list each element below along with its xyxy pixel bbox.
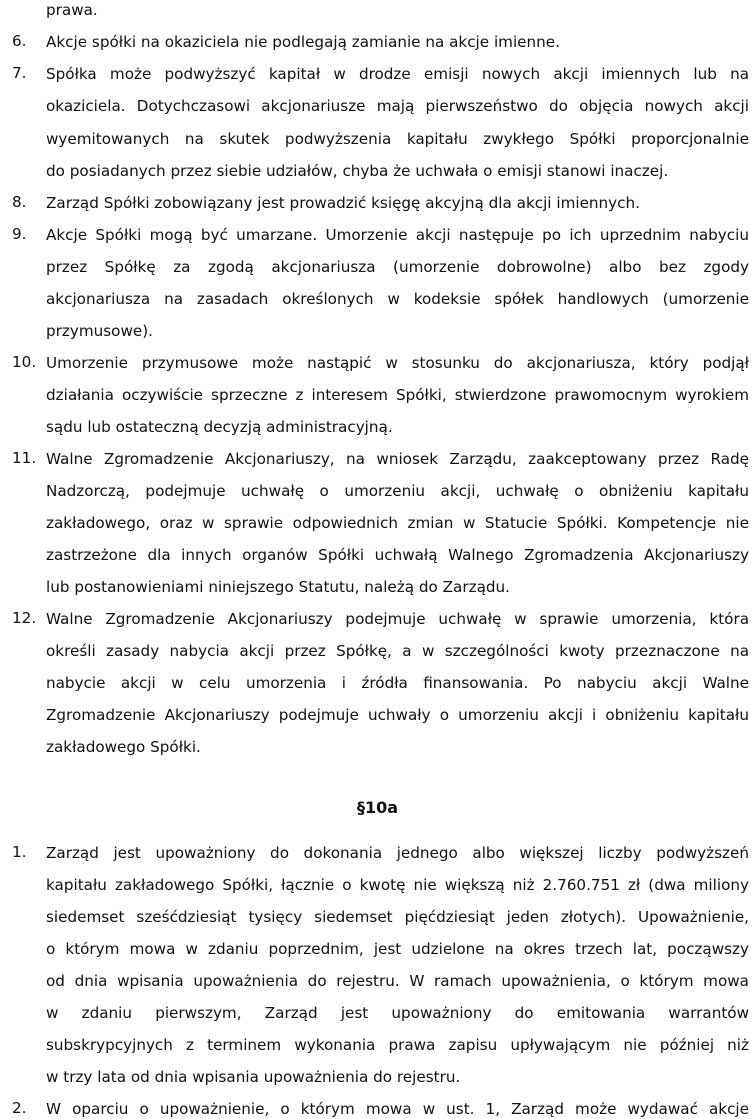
list-item-line: kapitału zakładowego Spółki, łącznie o kwotę nie większą niż 2.760.751 zł (dwa miliony — [46, 876, 749, 894]
list-item-line: zastrzeżone dla innych organów Spółki uchwałą Walnego Zgromadzenia Akcjonariuszy — [46, 546, 749, 564]
list-item-line: o którym mowa w zdaniu poprzednim, jest udzielone na okres trzech lat, począwszy — [46, 940, 749, 958]
list-item-line: zakładowego, oraz w sprawie odpowiednich zmian w Statucie Spółki. Kompetencje nie — [46, 514, 749, 532]
list-item-line: określi zasady nabycia akcji przez Spółkę, a w szczególności kwoty przeznaczone na — [46, 642, 749, 660]
list-item-line: sądu lub ostateczną decyzją administracyjną. — [46, 418, 393, 436]
list-item-line: lub postanowieniami niniejszego Statutu, należą do Zarządu. — [46, 578, 510, 596]
list-item-line: zakładowego Spółki. — [46, 738, 201, 756]
list-item-line: Akcje spółki na okaziciela nie podlegają zamianie na akcje imienne. — [46, 33, 560, 51]
list-item-line: akcjonariusza na zasadach określonych w kodeksie spółek handlowych (umorzenie — [46, 290, 749, 308]
list-item-number: 7. — [12, 64, 27, 82]
list-item-line: Nadzorczą, podejmuje uchwałę o umorzeniu akcji, uchwałę o obniżeniu kapitału — [46, 482, 749, 500]
list-item-number: 2. — [12, 1099, 27, 1117]
list-item-number: 10. — [12, 353, 37, 371]
list-item-number: 11. — [12, 449, 37, 467]
list-item-line: Zarząd Spółki zobowiązany jest prowadzić księgę akcyjną dla akcji imiennych. — [46, 194, 640, 212]
list-item-line: siedemset sześćdziesiąt tysięcy siedemset pięćdziesiąt jeden złotych). Upoważnienie, — [46, 908, 749, 926]
list-item-number: 1. — [12, 843, 27, 861]
list-item-line: subskrypcyjnych z terminem wykonania prawa zapisu upływającym nie później niż — [46, 1036, 749, 1054]
section-heading: §10a — [356, 798, 399, 817]
list-item-line: od dnia wpisania upoważnienia do rejestru. W ramach upoważnienia, o którym mowa — [46, 972, 749, 990]
list-item-number: 12. — [12, 609, 37, 627]
list-item-line: Umorzenie przymusowe może nastąpić w stosunku do akcjonariusza, który podjął — [46, 354, 749, 372]
list-item-line: Zarząd jest upoważniony do dokonania jednego albo większej liczby podwyższeń — [46, 844, 749, 862]
list-item-line: wyemitowanych na skutek podwyższenia kapitału zwykłego Spółki proporcjonalnie — [46, 130, 749, 148]
list-item-line: przez Spółkę za zgodą akcjonariusza (umorzenie dobrowolne) albo bez zgody — [46, 258, 749, 276]
list-item-line: do posiadanych przez siebie udziałów, chyba że uchwała o emisji stanowi inaczej. — [46, 162, 669, 180]
list-item-line: Zgromadzenie Akcjonariuszy podejmuje uchwały o umorzeniu akcji i obniżeniu kapitału — [46, 706, 749, 724]
paragraph-continuation: prawa. — [46, 1, 98, 19]
list-item-line: przymusowe). — [46, 322, 153, 340]
list-item-number: 8. — [12, 193, 27, 211]
list-item-line: działania oczywiście sprzeczne z interesem Spółki, stwierdzone prawomocnym wyrokiem — [46, 386, 749, 404]
list-item-number: 6. — [12, 32, 27, 50]
list-item-line: okaziciela. Dotychczasowi akcjonariusze mają pierwszeństwo do objęcia nowych akcji — [46, 97, 749, 115]
list-item-line: Walne Zgromadzenie Akcjonariuszy, na wniosek Zarządu, zaakceptowany przez Radę — [46, 450, 749, 468]
list-item-line: w zdaniu pierwszym, Zarząd jest upoważniony do emitowania warrantów — [46, 1004, 749, 1022]
list-item-line: W oparciu o upoważnienie, o którym mowa w ust. 1, Zarząd może wydawać akcje — [46, 1100, 749, 1118]
list-item-line: Spółka może podwyższyć kapitał w drodze emisji nowych akcji imiennych lub na — [46, 65, 749, 83]
list-item-line: w trzy lata od dnia wpisania upoważnienia do rejestru. — [46, 1068, 461, 1086]
list-item-line: Walne Zgromadzenie Akcjonariuszy podejmuje uchwałę w sprawie umorzenia, która — [46, 610, 749, 628]
list-item-line: Akcje Spółki mogą być umarzane. Umorzenie akcji następuje po ich uprzednim nabyciu — [46, 226, 749, 244]
list-item-number: 9. — [12, 225, 27, 243]
list-item-line: nabycie akcji w celu umorzenia i źródła finansowania. Po nabyciu akcji Walne — [46, 674, 749, 692]
